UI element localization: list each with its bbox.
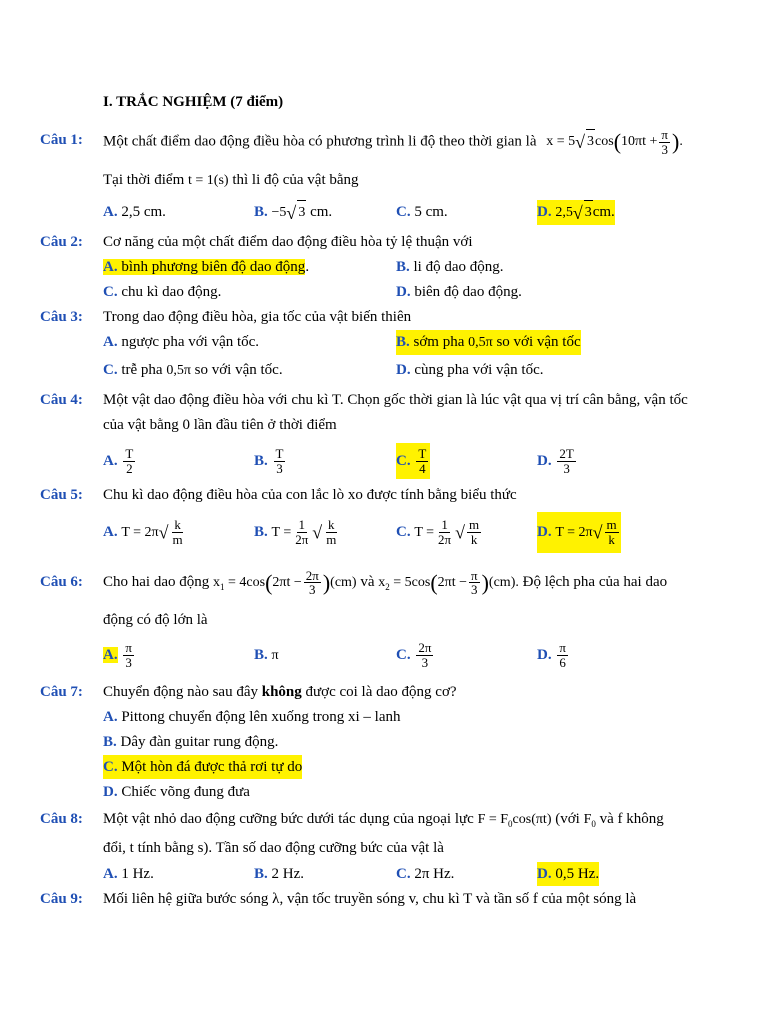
question-9: [0, 887, 768, 911]
q3-option-d[interactable]: D. cùng pha với vận tốc.: [396, 362, 544, 378]
question-3-text: Trong dao động điều hòa, gia tốc của vật biến thiên: [103, 309, 412, 325]
q7-option-a[interactable]: A. Pittong chuyển động lên xuống trong xi – lanh: [103, 709, 401, 725]
q4-option-b[interactable]: B. $\frac{T}{3}$: [254, 446, 284, 477]
question-2-options-row1: [0, 255, 768, 279]
question-5: [0, 483, 768, 507]
question-8: [0, 807, 768, 831]
q5-option-a[interactable]: A. T = 2π√ $\frac{k}{m}$: [103, 517, 183, 548]
q3-option-b[interactable]: B. sớm pha 0,5π so với vận tốc: [396, 330, 581, 355]
question-4-options: [0, 443, 768, 479]
q2-option-b[interactable]: B. li độ dao động.: [396, 259, 504, 275]
question-8-options: [0, 862, 768, 886]
q6-x2-equation: $x_2 = 5\cos(2\pi t$ − $\frac{\pi}{3}$ )(cm).: [378, 567, 519, 598]
question-2-options-row2: [0, 280, 768, 304]
question-8-text: Một vật nhỏ dao động cưỡng bức dưới tác dụng của ngoại lực $F = F_0\cos(\pi t)$ (với $F_0$ và f không: [103, 811, 664, 829]
question-3-options-row1: [0, 330, 768, 354]
question-4: [0, 388, 768, 412]
q6-option-d[interactable]: D. $\frac{\pi}{6}$: [537, 640, 566, 671]
q6-option-a[interactable]: A. $\frac{\pi}{3}$: [103, 640, 132, 671]
question-5-options: [0, 512, 768, 552]
q7-option-d[interactable]: D. Chiếc võng đung đưa: [103, 784, 250, 800]
q4-option-d[interactable]: D. $\frac{2T}{3}$: [537, 446, 574, 477]
q3-option-c[interactable]: C. trễ pha 0,5π so với vận tốc.: [103, 362, 283, 378]
q1-equation: x = 5√ 3cos(10πt + $\frac{\pi}{3}$ ).: [546, 127, 683, 157]
question-7-label: Câu 7:: [40, 684, 83, 700]
q4-option-a[interactable]: A. $\frac{T}{2}$: [103, 446, 134, 477]
question-3: [0, 305, 768, 329]
q5-option-c[interactable]: C. T = $\frac{1}{2\pi}$ √ $\frac{m}{k}$: [396, 517, 480, 548]
q7-option-b[interactable]: B. Dây đàn guitar rung động.: [103, 734, 279, 750]
q5-option-b[interactable]: B. T = $\frac{1}{2\pi}$ √ $\frac{k}{m}$: [254, 517, 337, 548]
question-9-text: Mối liên hệ giữa bước sóng λ, vận tốc truyền sóng v, chu kì T và tần số f của một sóng là: [103, 891, 637, 907]
q8-option-b[interactable]: B. 2 Hz.: [254, 866, 305, 882]
question-6-options: [0, 637, 768, 673]
q5-option-d[interactable]: D. T = 2π√ $\frac{m}{k}$: [537, 512, 621, 553]
question-1-label: Câu 1:: [40, 132, 83, 148]
q2-option-c[interactable]: C. chu kì dao động.: [103, 284, 222, 300]
question-6-text: Cho hai dao động $x_1 = 4\cos(2\pi t$ − $\frac{2\pi}{3}$ )(cm) và $x_2 = 5\cos(2\pi t$ − $\frac{\pi}{3}$ )(cm). Độ lệch pha của hai dao: [103, 567, 668, 598]
q8-option-a[interactable]: A. 1 Hz.: [103, 866, 154, 882]
question-1-options: [0, 200, 768, 224]
question-5-label: Câu 5:: [40, 487, 83, 503]
question-4-text: Một vật dao động điều hòa với chu kì T. Chọn gốc thời gian là lúc vật qua vị trí cân bằng, vận tốc: [103, 392, 688, 408]
q1-option-d[interactable]: D. 2,5√ 3cm.: [537, 200, 615, 225]
q2-option-a[interactable]: A. bình phương biên độ dao động.: [103, 259, 310, 275]
question-2-text: Cơ năng của một chất điểm dao động điều hòa tỷ lệ thuận với: [103, 234, 473, 250]
question-2: [0, 230, 768, 254]
q6-option-b[interactable]: B. π: [254, 647, 279, 663]
q8-option-d[interactable]: D. 0,5 Hz.: [537, 862, 599, 886]
q7-option-c[interactable]: C. Một hòn đá được thả rơi tự do: [0, 755, 768, 779]
q1-option-b[interactable]: B. −5√ 3 cm.: [254, 200, 332, 225]
question-1-text: Một chất điểm dao động điều hòa có phương trình li độ theo thời gian là x = 5√ 3cos(10πt + $\frac{\pi}{3}$ ).: [103, 127, 683, 157]
question-4-line2: của vật bằng 0 lần đầu tiên ở thời điểm: [103, 417, 337, 433]
question-6-label: Câu 6:: [40, 574, 83, 590]
q3-option-a[interactable]: A. ngược pha với vận tốc.: [103, 334, 260, 350]
question-7: [0, 680, 768, 704]
q4-option-c[interactable]: C. $\frac{T}{4}$: [396, 443, 430, 479]
q2-option-d[interactable]: D. biên độ dao động.: [396, 284, 522, 300]
question-6: [0, 566, 768, 598]
question-2-label: Câu 2:: [40, 234, 83, 250]
question-4-label: Câu 4:: [40, 392, 83, 408]
question-8-line2: đổi, t tính bằng s). Tần số dao động cưỡng bức của vật là: [103, 840, 444, 856]
section-title: I. TRẮC NGHIỆM (7 điểm): [103, 94, 284, 110]
q6-option-c[interactable]: C. $\frac{2\pi}{3}$: [396, 640, 432, 671]
question-6-line2: động có độ lớn là: [103, 612, 208, 628]
question-9-label: Câu 9:: [40, 891, 83, 907]
q6-x1-equation: $x_1 = 4\cos(2\pi t$ − $\frac{2\pi}{3}$ )(cm): [213, 567, 357, 598]
question-1: [0, 127, 768, 157]
question-5-text: Chu kì dao động điều hòa của con lắc lò xo được tính bằng biểu thức: [103, 487, 517, 503]
question-8-label: Câu 8:: [40, 811, 83, 827]
q8-option-c[interactable]: C. 2π Hz.: [396, 866, 455, 882]
question-7-text: Chuyển động nào sau đây không được coi là dao động cơ?: [103, 684, 457, 700]
question-3-options-row2: [0, 358, 768, 382]
q1-option-c[interactable]: C. 5 cm.: [396, 204, 448, 220]
question-1-line2: Tại thời điểm t = 1(s) thì li độ của vật bằng: [103, 172, 359, 188]
q1-option-a[interactable]: A. 2,5 cm.: [103, 204, 166, 220]
question-3-label: Câu 3:: [40, 309, 83, 325]
